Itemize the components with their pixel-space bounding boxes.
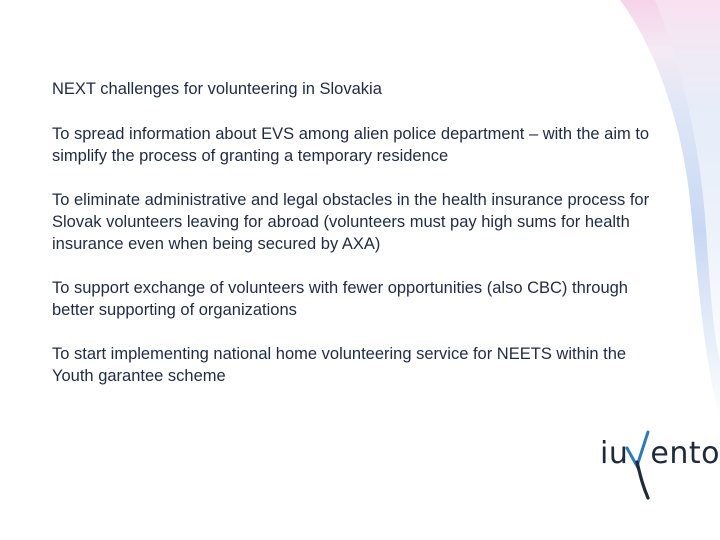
slide-content [52, 78, 652, 409]
iuventa-logo [600, 426, 720, 506]
logo-v-mark-icon [600, 426, 720, 506]
challenge-point-1: To spread information about EVS among alien police department – with the aim to simplify the process of granting a temporary residence [52, 125, 650, 165]
challenge-point-2: To eliminate administrative and legal obstacles in the health insurance process for Slovak volunteers leaving for abroad (volunteers must pay high sums for health insurance even when being secured by AXA) [52, 191, 650, 253]
challenge-point-4: To start implementing national home volunteering service for NEETS within the Youth garantee scheme [52, 345, 627, 385]
logo-text-right: ento [650, 436, 720, 471]
slide-heading: NEXT challenges for volunteering in Slovakia [52, 80, 382, 98]
logo-text-left: iu [600, 436, 629, 471]
challenge-point-3: To support exchange of volunteers with fewer opportunities (also CBC) through better supporting of organizations [52, 279, 628, 319]
